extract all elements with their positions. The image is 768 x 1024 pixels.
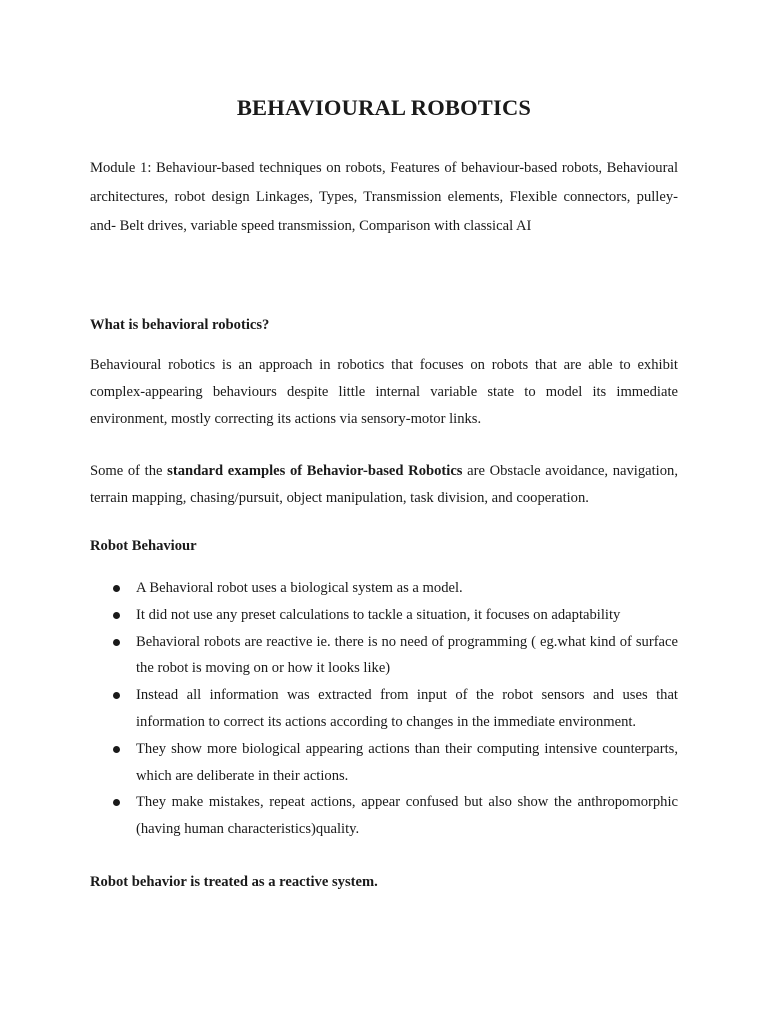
list-item-text: They make mistakes, repeat actions, appear confused but also show the anthropomorphic (having human characteristics)quality. — [136, 794, 678, 838]
bullet-icon — [113, 585, 120, 592]
examples-paragraph — [90, 458, 678, 512]
examples-prefix: Some of the — [90, 463, 168, 479]
bullet-icon — [113, 799, 120, 806]
list-item — [90, 575, 678, 602]
bullet-icon — [113, 746, 120, 753]
bullet-icon — [113, 639, 120, 646]
bullet-icon — [113, 612, 120, 619]
list-item — [90, 682, 678, 736]
robot-behaviour-heading: Robot Behaviour — [90, 538, 197, 554]
document-title: BEHAVIOURAL ROBOTICS — [236, 95, 532, 120]
list-item-text: Behavioral robots are reactive ie. there is no need of programming ( eg.what kind of surface the robot is moving on or how it looks like) — [136, 633, 678, 677]
list-item — [90, 736, 678, 790]
definition-paragraph: Behavioural robotics is an approach in robotics that focuses on robots that are able to exhibit complex-appearing behaviours despite little internal variable state to model its immediate environment, mostly correcting its actions via sensory-motor links. — [90, 357, 678, 427]
list-item-text: A Behavioral robot uses a biological system as a model. — [136, 580, 463, 596]
list-item-text: They show more biological appearing actions than their computing intensive counterparts, which are deliberate in their actions. — [136, 740, 678, 784]
list-item-text: It did not use any preset calculations to tackle a situation, it focuses on adaptability — [136, 606, 621, 623]
list-item-text: Instead all information was extracted from input of the robot sensors and uses that information to correct its actions according to changes in the immediate environment. — [136, 687, 678, 730]
bullet-icon — [113, 692, 120, 699]
what-is-heading: What is behavioral robotics? — [90, 317, 270, 333]
list-item — [90, 789, 678, 843]
list-item — [90, 602, 678, 629]
robot-behaviour-list — [90, 575, 678, 843]
reactive-system-heading: Robot behavior is treated as a reactive system. — [90, 874, 378, 890]
module-intro-paragraph: Module 1: Behaviour-based techniques on robots, Features of behaviour-based robots, Behavioural architectures, robot design Linkages, Types, Transmission elements, Flexible connectors, pulley-and- Belt drives, variable speed transmission, Comparison with classical AI — [90, 160, 678, 234]
list-item — [90, 629, 678, 683]
examples-bold-phrase: standard examples of Behavior-based Robotics — [167, 463, 463, 479]
examples-suffix: are Obstacle avoidance, navigation, terrain mapping, chasing/pursuit, object manipulation, task division, and cooperation. — [90, 463, 678, 506]
